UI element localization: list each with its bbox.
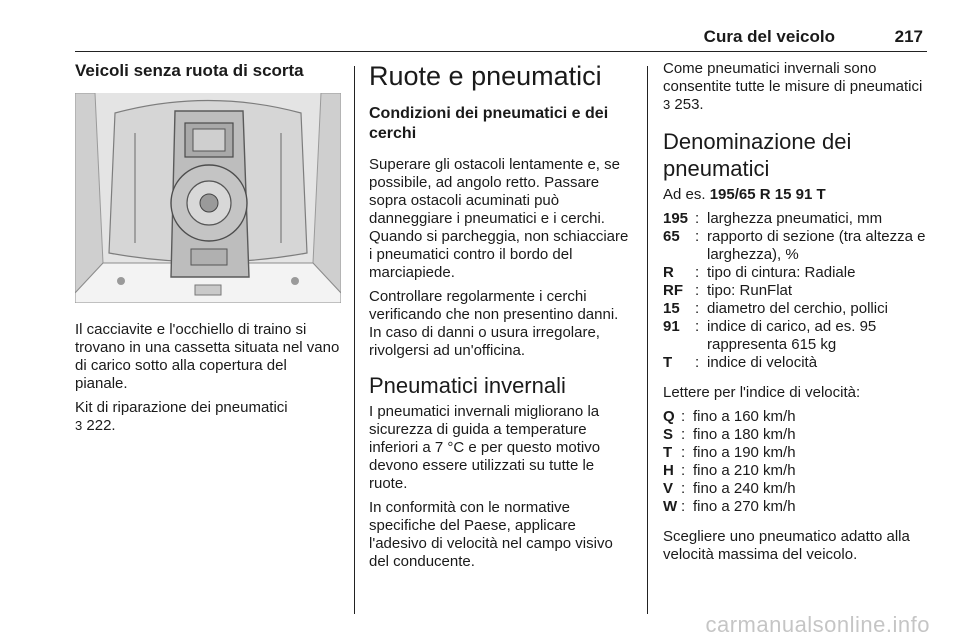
page-ref-icon: 3	[663, 97, 671, 112]
column-2	[369, 60, 633, 577]
definition: fino a 240 km/h	[693, 480, 796, 497]
term: W	[663, 498, 678, 515]
no-spare-heading: Veicoli senza ruota di scorta	[75, 61, 304, 80]
page-header	[75, 27, 927, 52]
term: T	[663, 354, 673, 371]
term: 65	[663, 228, 680, 245]
kit-ref-page: 222.	[86, 417, 116, 434]
speed-row	[663, 498, 929, 516]
term: R	[663, 264, 674, 281]
separator: :	[695, 282, 700, 299]
speed-row	[663, 462, 929, 480]
definition: tipo: RunFlat	[707, 282, 793, 299]
column-divider-1	[354, 66, 355, 614]
definition: fino a 180 km/h	[693, 426, 796, 443]
term: Q	[663, 408, 675, 425]
definition: diametro del cerchio, pollici	[707, 300, 888, 317]
trunk-illustration	[75, 93, 341, 303]
speed-row	[663, 444, 929, 462]
definition: larghezza pneumatici, mm	[707, 210, 883, 227]
conditions-heading: Condizioni dei pneumatici e dei cerchi	[369, 105, 609, 142]
definition-row	[663, 264, 929, 282]
separator: :	[681, 408, 686, 425]
tyre-designation-heading: Denominazione dei pneumatici	[663, 129, 852, 181]
winter-tyres-heading: Pneumatici invernali	[369, 373, 566, 398]
paragraph-obstacles: Superare gli ostacoli lentamente e, se possibile, ad angolo retto. Passare sopra ostacoli acuminati può danneggiare i pneumatici e i cerchi. Quando si parcheggia, non schiacciare i pneumatici contro il bordo del marciapiede.	[369, 156, 629, 281]
definition: tipo di cintura: Radiale	[707, 264, 856, 281]
term: 195	[663, 210, 689, 227]
column-1	[75, 60, 341, 441]
photo-caption: Il cacciavite e l'occhiello di traino si trovano in una cassetta situata nel vano di carico sotto alla copertura del pianale.	[75, 321, 340, 392]
definition: fino a 270 km/h	[693, 498, 796, 515]
column-3	[663, 60, 929, 570]
separator: :	[681, 480, 686, 497]
speed-row	[663, 426, 929, 444]
paragraph-winter-sizes: Come pneumatici invernali sono consentite tutte le misure di pneumatici 3 253.	[663, 60, 923, 113]
paragraph-speed-sticker: In conformità con le normative specifiche del Paese, applicare l'adesivo di velocità nel campo visivo del conducente.	[369, 499, 613, 570]
term: T	[663, 444, 673, 461]
speed-index-list	[663, 408, 929, 516]
section-title: Cura del veicolo	[703, 27, 835, 46]
separator: :	[695, 300, 700, 317]
kit-reference	[75, 399, 341, 435]
separator: :	[695, 354, 700, 371]
definition: indice di velocità	[707, 354, 818, 371]
watermark: carmanualsonline.info	[705, 612, 930, 637]
separator: :	[681, 426, 686, 443]
separator: :	[681, 498, 686, 515]
paragraph-choose-tyre: Scegliere uno pneumatico adatto alla velocità massima del veicolo.	[663, 528, 910, 563]
separator: :	[681, 462, 686, 479]
term: 91	[663, 318, 680, 335]
paragraph-winter: I pneumatici invernali migliorano la sicurezza di guida a temperature inferiori a 7 °C e per questo motivo devono essere utilizzati su tutte le ruote.	[369, 403, 601, 492]
definition-row	[663, 354, 929, 372]
definition-row	[663, 318, 929, 354]
term: H	[663, 462, 674, 479]
speed-index-intro: Lettere per l'indice di velocità:	[663, 384, 861, 401]
separator: :	[681, 444, 686, 461]
separator: :	[695, 264, 700, 281]
definition: indice di carico, ad es. 95 rappresenta 615 kg	[707, 318, 877, 353]
definition-row	[663, 210, 929, 228]
trunk-photo	[75, 93, 341, 303]
page-number: 217	[894, 27, 923, 46]
separator: :	[695, 228, 700, 245]
paragraph-check-rims: Controllare regolarmente i cerchi verificando che non presentino danni. In caso di danni o usura irregolare, rivolgersi ad un'officina.	[369, 288, 619, 359]
chapter-title: Ruote e pneumatici	[369, 61, 602, 91]
definition-row	[663, 228, 929, 264]
term: RF	[663, 282, 683, 299]
separator: :	[695, 210, 700, 227]
separator: :	[695, 318, 700, 335]
term: V	[663, 480, 674, 497]
definition: fino a 190 km/h	[693, 444, 796, 461]
definition: rapporto di sezione (tra altezza e larghezza), %	[707, 228, 926, 263]
definition-row	[663, 282, 929, 300]
column-divider-2	[647, 66, 648, 614]
speed-row	[663, 480, 929, 498]
definition-row	[663, 300, 929, 318]
term: 15	[663, 300, 680, 317]
page-ref-icon: 3	[75, 418, 83, 433]
example-line: Ad es. 195/65 R 15 91 T	[663, 186, 826, 203]
definition: fino a 210 km/h	[693, 462, 796, 479]
designation-definitions	[663, 210, 929, 372]
speed-row	[663, 408, 929, 426]
definition: fino a 160 km/h	[693, 408, 796, 425]
term: S	[663, 426, 674, 443]
kit-text: Kit di riparazione dei pneumatici	[75, 399, 288, 416]
